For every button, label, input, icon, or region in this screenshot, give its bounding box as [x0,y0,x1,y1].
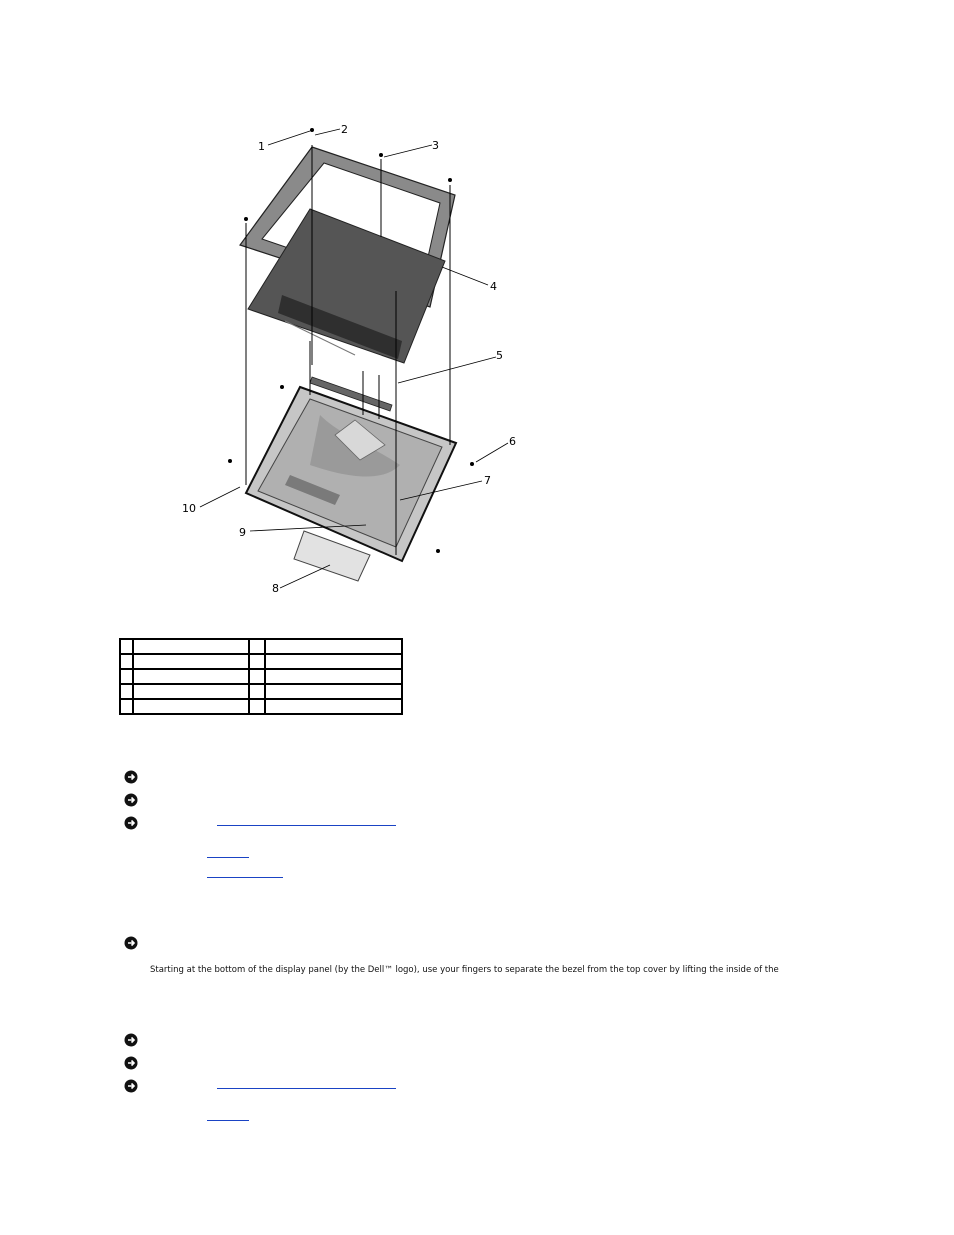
table-cell [133,639,249,654]
notice-icon [124,1033,138,1047]
table-cell [133,699,249,714]
table-row [120,654,402,669]
table-cell [133,669,249,684]
table-row [120,639,402,654]
table-row [120,699,402,714]
table-cell [120,699,133,714]
parts-table [119,638,403,715]
table-cell [249,654,265,669]
table-cell [265,654,402,669]
table-cell [265,699,402,714]
link-underline[interactable] [207,1120,249,1121]
table-cell [120,669,133,684]
notice-icon [124,1079,138,1093]
callout-7: 7 [484,474,491,487]
table-cell [249,639,265,654]
notice-icon [124,816,138,830]
top-cover [246,387,456,561]
table-cell [120,654,133,669]
notice-icon [124,1056,138,1070]
table-cell [120,684,133,699]
link-underline[interactable] [217,1088,396,1089]
callout-3: 3 [432,139,439,152]
exploded-view-illustration [170,115,530,605]
callout-6: 6 [509,435,516,448]
link-underline[interactable] [207,877,283,878]
table-cell [133,684,249,699]
notice-icon [124,936,138,950]
callout-10: 10 [182,502,196,515]
notice-icon [124,793,138,807]
table-row [120,684,402,699]
table-row [120,669,402,684]
link-underline[interactable] [207,857,249,858]
table-cell [249,684,265,699]
link-underline[interactable] [217,825,396,826]
table-cell [249,669,265,684]
notice-icon [124,770,138,784]
callout-4: 4 [490,280,497,293]
callout-9: 9 [239,526,246,539]
table-cell [265,684,402,699]
callout-5: 5 [496,349,503,362]
table-cell [249,699,265,714]
callout-2: 2 [341,123,348,136]
callout-8: 8 [272,582,279,595]
table-cell [120,639,133,654]
table-cell [265,639,402,654]
display-assembly-diagram [170,115,530,605]
callout-1: 1 [258,140,265,153]
instruction-text: Starting at the bottom of the display panel (by the Dell™ logo), use your fingers to separate the bezel from the top cover by lifting the inside of the [150,965,779,975]
table-cell [133,654,249,669]
table-cell [265,669,402,684]
